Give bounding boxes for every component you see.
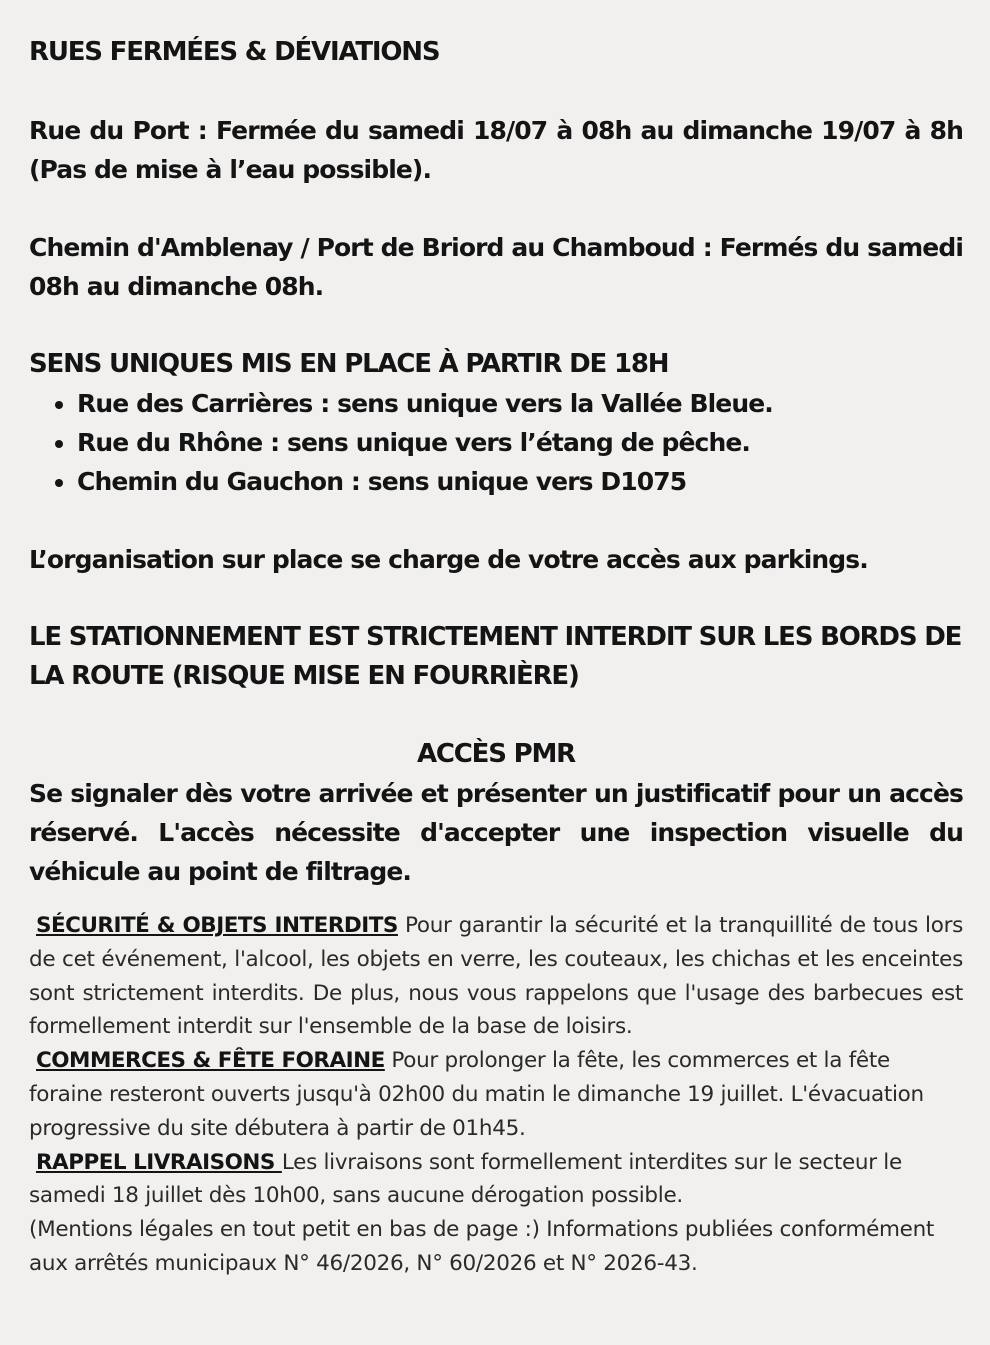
chemin-amblenay-closure: Chemin d'Amblenay / Port de Briord au Chamboud : Fermés du samedi 08h au dimanche 08h. [29, 233, 963, 301]
security-text: Pour garantir la sécurité et la tranquillité de tous lors de cet événement, l'alcool, les objets en verre, les couteaux, les chichas et les enceintes sont strictement interdits. De plus, nous vous rappelons que l'usage des barbecues est formellement interdit sur l'ensemble de la base de loisirs. [29, 913, 964, 1040]
one-way-list [29, 384, 963, 501]
livraisons-paragraph [29, 1146, 963, 1214]
legal-mentions: (Mentions légales en tout petit en bas de page :) Informations publiées conformément aux arrêtés municipaux N° 46/2026, N° 60/2026 et N° 2026-43. [29, 1217, 935, 1276]
one-way-item: • Chemin du Gauchon : sens unique vers D1075 [77, 462, 963, 501]
pmr-text: Se signaler dès votre arrivée et présenter un justificatif pour un accès réservé. L'accès nécessite d'accepter une inspection visuelle du véhicule au point de filtrage. [29, 779, 963, 886]
security-paragraph [29, 909, 963, 1044]
commerces-text: Pour prolonger la fête, les commerces et la fête foraine resteront ouverts jusqu'à 02h00 du matin le dimanche 19 juillet. L'évacuation progressive du site débutera à partir de 01h45. [29, 1048, 924, 1141]
pmr-title: ACCÈS PMR [417, 739, 575, 769]
commerces-paragraph [29, 1044, 963, 1145]
notice-page [29, 0, 963, 1281]
closures-title: RUES FERMÉES & DÉVIATIONS [29, 37, 440, 67]
one-way-item: • Rue des Carrières : sens unique vers la Vallée Bleue. [77, 384, 963, 423]
one-way-item: • Rue du Rhône : sens unique vers l’étang de pêche. [77, 423, 963, 462]
livraisons-text: Les livraisons sont formellement interdites sur le secteur le samedi 18 juillet dès 10h00, sans aucune dérogation possible. [29, 1149, 902, 1209]
one-way-title: SENS UNIQUES MIS EN PLACE À PARTIR DE 18H [29, 349, 669, 379]
rue-du-port-closure: Rue du Port : Fermée du samedi 18/07 à 08h au dimanche 19/07 à 8h (Pas de mise à l’eau possible). [29, 116, 963, 184]
organisation-note: L’organisation sur place se charge de votre accès aux parkings. [29, 545, 868, 574]
livraisons-label: RAPPEL LIVRAISONS [36, 1149, 282, 1175]
parking-warning: LE STATIONNEMENT EST STRICTEMENT INTERDIT SUR LES BORDS DE LA ROUTE (RISQUE MISE EN FOURRIÈRE) [29, 622, 962, 691]
commerces-label: COMMERCES & FÊTE FORAINE [36, 1048, 385, 1074]
security-label: SÉCURITÉ & OBJETS INTERDITS [36, 913, 398, 938]
